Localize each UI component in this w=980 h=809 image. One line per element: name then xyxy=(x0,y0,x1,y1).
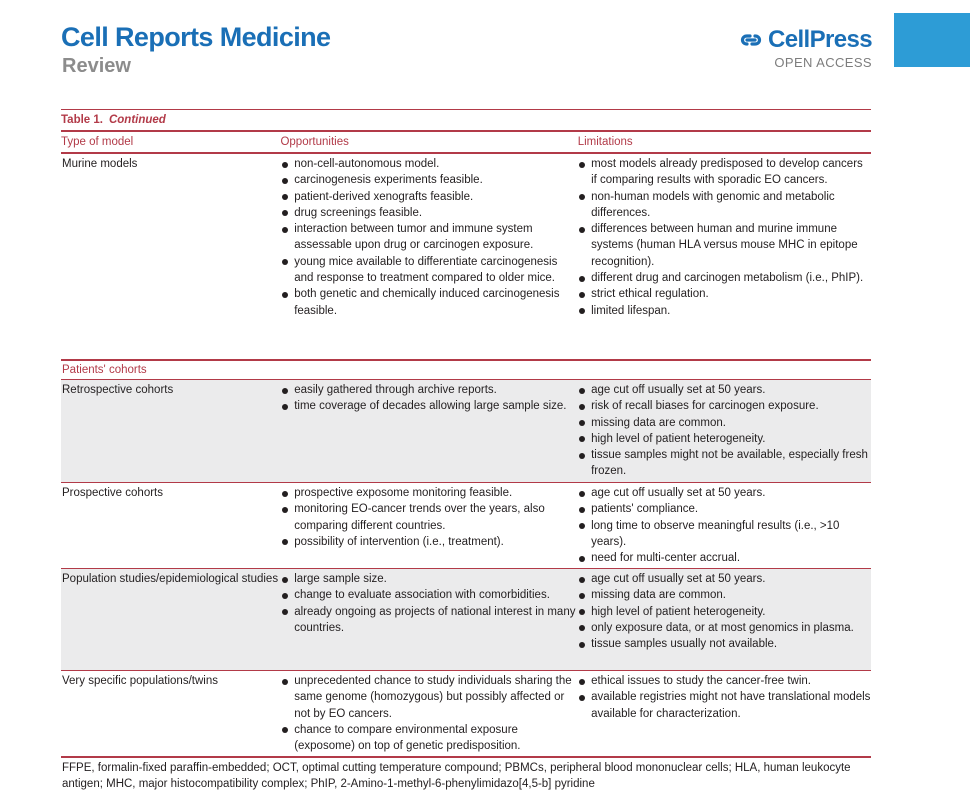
bullet-item: ethical issues to study the cancer-free twin. xyxy=(578,673,871,689)
bullet-item: monitoring EO-cancer trends over the years, also comparing different countries. xyxy=(281,501,577,534)
opportunities-list xyxy=(281,571,577,636)
column-header: Type of model xyxy=(61,136,134,148)
bullet-item: missing data are common. xyxy=(578,415,871,431)
bullet-item: drug screenings feasible. xyxy=(281,205,577,221)
opportunities-cell xyxy=(280,569,577,670)
column-header: Opportunities xyxy=(280,136,349,148)
corner-color-tab xyxy=(894,13,970,67)
bullet-item: unprecedented chance to study individuals sharing the same genome (homozygous) but possibly affected or not by EO cancers. xyxy=(281,673,577,722)
cellpress-logo-icon xyxy=(738,29,764,51)
journal-title: Cell Reports Medicine xyxy=(61,22,331,52)
section-label: Review xyxy=(62,55,131,77)
limitations-cell xyxy=(577,483,871,568)
limitations-list xyxy=(578,156,871,319)
limitations-list xyxy=(578,382,871,480)
bullet-item: non-cell-autonomous model. xyxy=(281,156,577,172)
model-type-cell: Prospective cohorts xyxy=(62,487,163,499)
table-row-murine xyxy=(61,154,871,359)
model-type-cell: Very specific populations/twins xyxy=(62,675,218,687)
bullet-item: patients' compliance. xyxy=(578,501,871,517)
limitations-cell xyxy=(577,154,871,359)
open-access-label: OPEN ACCESS xyxy=(774,55,872,70)
bullet-item: long time to observe meaningful results (i.e., >10 years). xyxy=(578,518,871,551)
bullet-item: change to evaluate association with comorbidities. xyxy=(281,587,577,603)
bullet-item: patient-derived xenografts feasible. xyxy=(281,189,577,205)
brand-name: CellPress xyxy=(767,26,872,53)
opportunities-list xyxy=(281,673,577,754)
section-row-patients-cohorts: Patients' cohorts xyxy=(61,359,871,380)
bullet-item: easily gathered through archive reports. xyxy=(281,382,577,398)
bullet-item: tissue samples might not be available, especially fresh frozen. xyxy=(578,447,871,480)
opportunities-cell xyxy=(280,671,577,756)
publisher-logo[interactable] xyxy=(738,26,872,70)
column-header: Limitations xyxy=(577,136,633,148)
limitations-cell xyxy=(577,380,871,482)
limitations-cell xyxy=(577,671,871,756)
bullet-item: age cut off usually set at 50 years. xyxy=(578,485,871,501)
table-row xyxy=(61,483,871,568)
bullet-item: only exposure data, or at most genomics in plasma. xyxy=(578,620,871,636)
opportunities-list xyxy=(281,382,577,415)
bullet-item: strict ethical regulation. xyxy=(578,286,871,302)
opportunities-list xyxy=(281,485,577,550)
row-group-retrospective xyxy=(61,380,871,483)
bullet-item: available registries might not have translational models available for characterization. xyxy=(578,689,871,722)
opportunities-cell xyxy=(280,380,577,482)
table-row xyxy=(61,380,871,482)
row-group-prospective xyxy=(61,483,871,569)
bullet-item: risk of recall biases for carcinogen exposure. xyxy=(578,398,871,414)
limitations-list xyxy=(578,673,871,722)
model-type-cell: Murine models xyxy=(62,158,138,170)
bullet-item: limited lifespan. xyxy=(578,303,871,319)
caption-continued: Continued xyxy=(108,114,166,126)
bullet-item: need for multi-center accrual. xyxy=(578,550,871,566)
bullet-item: differences between human and murine immune systems (human HLA versus mouse MHC in epitope recognition). xyxy=(578,221,871,270)
bullet-item: high level of patient heterogeneity. xyxy=(578,604,871,620)
bullet-item: non-human models with genomic and metabolic differences. xyxy=(578,189,871,222)
table-caption xyxy=(61,110,871,132)
limitations-list xyxy=(578,485,871,566)
table-row xyxy=(61,569,871,670)
bullet-item: large sample size. xyxy=(281,571,577,587)
opportunities-cell xyxy=(280,483,577,568)
bullet-item: possibility of intervention (i.e., treatment). xyxy=(281,534,577,550)
table-header-row xyxy=(61,132,871,154)
bullet-item: already ongoing as projects of national interest in many countries. xyxy=(281,604,577,637)
table-row-twins xyxy=(61,671,871,756)
bullet-item: high level of patient heterogeneity. xyxy=(578,431,871,447)
model-type-cell: Population studies/epidemiological studies xyxy=(62,573,279,585)
bullet-item: interaction between tumor and immune system assessable upon drug or carcinogen exposure. xyxy=(281,221,577,254)
bullet-item: time coverage of decades allowing large sample size. xyxy=(281,398,577,414)
bullet-item: prospective exposome monitoring feasible. xyxy=(281,485,577,501)
bullet-item: carcinogenesis experiments feasible. xyxy=(281,172,577,188)
caption-prefix: Table 1. xyxy=(61,114,103,126)
bullet-item: young mice available to differentiate carcinogenesis and response to treatment compared to older mice. xyxy=(281,254,577,287)
row-group-population xyxy=(61,569,871,671)
bullet-item: missing data are common. xyxy=(578,587,871,603)
bullet-item: most models already predisposed to develop cancers if comparing results with sporadic EO cancers. xyxy=(578,156,871,189)
bullet-item: chance to compare environmental exposure (exposome) on top of genetic predisposition. xyxy=(281,722,577,755)
table-footnote: FFPE, formalin-fixed paraffin-embedded; OCT, optimal cutting temperature compound; PBMCs, peripheral blood mononuclear cells; HLA, human leukocyte antigen; MHC, major histocompatibility complex; PhIP, 2-Amino-1-methyl-6-phenylimidazo[4,5-b] pyridine xyxy=(61,756,871,793)
bullet-item: both genetic and chemically induced carcinogenesis feasible. xyxy=(281,286,577,319)
bullet-item: age cut off usually set at 50 years. xyxy=(578,382,871,398)
data-table xyxy=(61,109,871,793)
limitations-cell xyxy=(577,569,871,670)
opportunities-list xyxy=(281,156,577,319)
model-type-cell: Retrospective cohorts xyxy=(62,384,174,396)
limitations-list xyxy=(578,571,871,652)
opportunities-cell xyxy=(280,154,577,359)
bullet-item: age cut off usually set at 50 years. xyxy=(578,571,871,587)
bullet-item: tissue samples usually not available. xyxy=(578,636,871,652)
bullet-item: different drug and carcinogen metabolism (i.e., PhIP). xyxy=(578,270,871,286)
